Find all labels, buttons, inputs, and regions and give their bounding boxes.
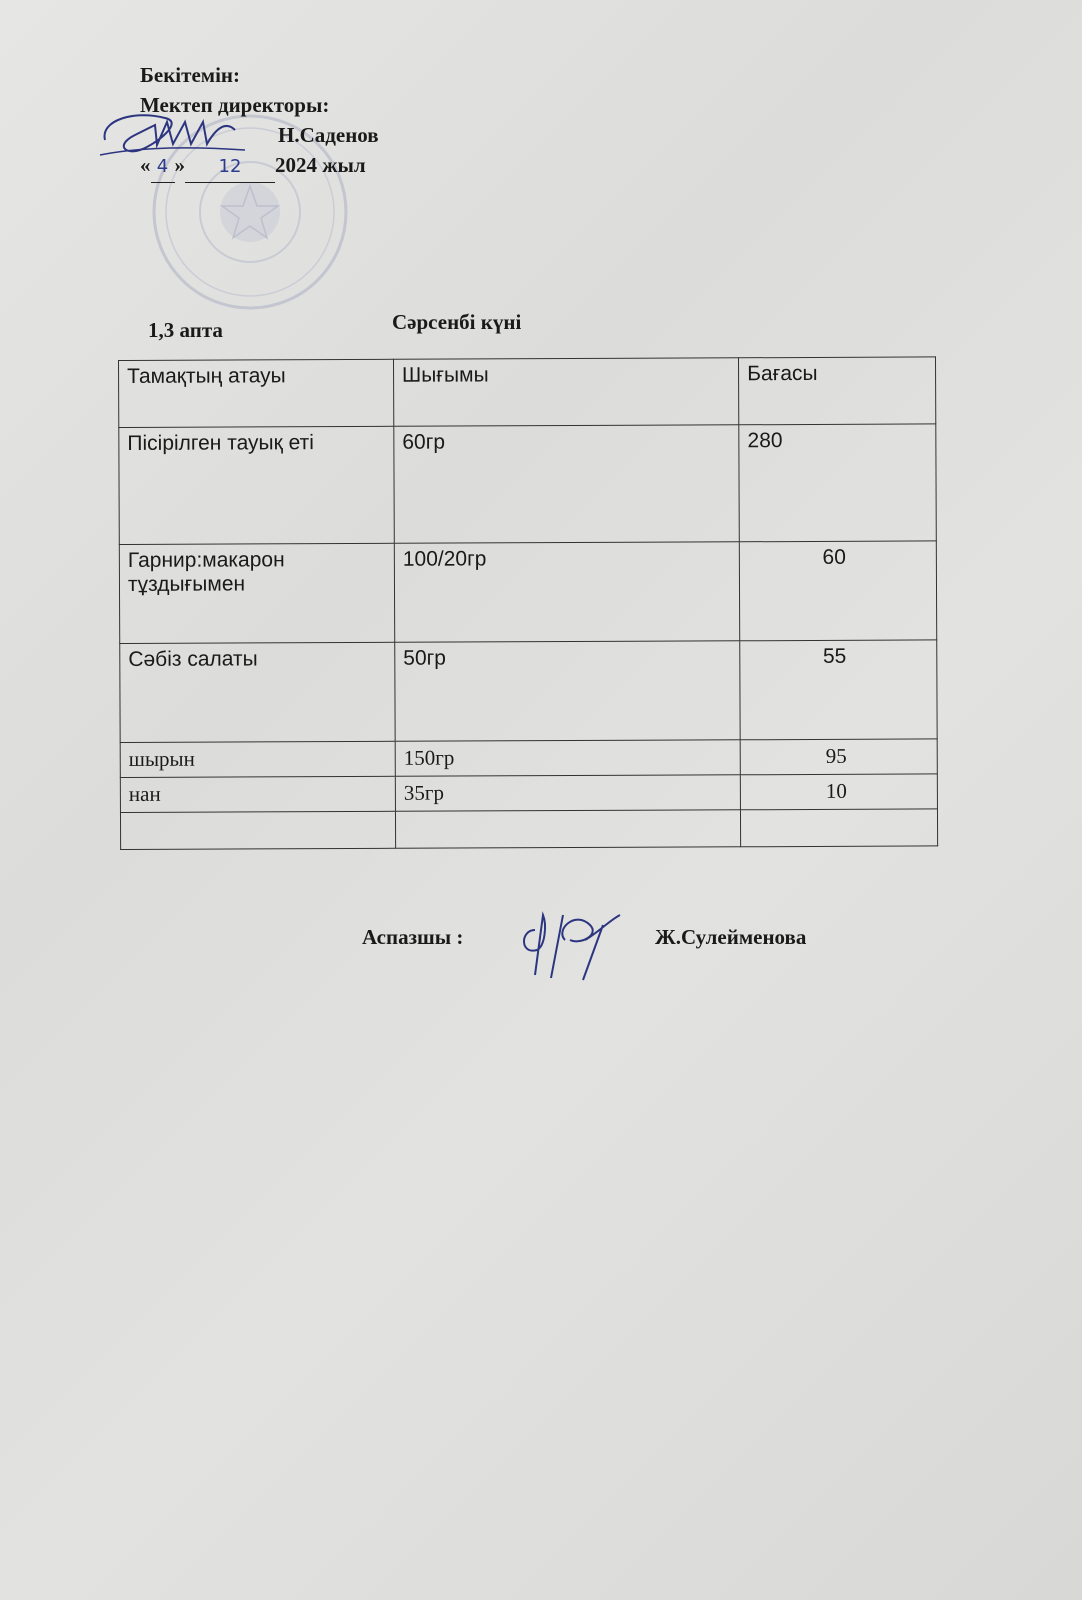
- dish-name-cell: шырын: [120, 741, 395, 777]
- date-year: 2024 жыл: [275, 153, 366, 177]
- day-label: Сәрсенбі күні: [392, 310, 522, 334]
- table-row: [120, 774, 937, 813]
- date-day: 4: [151, 152, 175, 183]
- header-dish-name: Тамақтың атауы: [119, 359, 394, 427]
- approval-date: [140, 150, 379, 183]
- week-label: 1,3 апта: [148, 318, 223, 342]
- yield-cell: 150гр: [395, 740, 740, 777]
- empty-cell: [395, 810, 740, 849]
- table-row: [120, 739, 937, 778]
- yield-cell: 35гр: [395, 775, 740, 812]
- director-name: Н.Саденов: [278, 123, 379, 147]
- dish-name-cell: Пісірілген тауық еті: [119, 426, 394, 544]
- dish-name-cell: Гарнир:макарон тұздығымен: [119, 543, 394, 643]
- price-cell: 55: [740, 640, 937, 740]
- empty-cell: [741, 809, 938, 847]
- yield-cell: 100/20гр: [394, 542, 740, 643]
- approval-block: [140, 60, 379, 183]
- header-price: Бағасы: [739, 357, 936, 425]
- date-month: 12: [185, 152, 275, 183]
- director-title: Мектеп директоры:: [140, 93, 330, 117]
- empty-cell: [120, 811, 395, 849]
- yield-cell: 60гр: [394, 425, 740, 544]
- cook-signature: [515, 900, 640, 985]
- yield-cell: 50гр: [395, 641, 741, 742]
- price-cell: 10: [740, 774, 937, 810]
- cook-name: Ж.Сулейменова: [655, 925, 807, 949]
- table-row-empty: [120, 809, 937, 850]
- table-row: [119, 424, 937, 545]
- date-open-quote: «: [140, 153, 151, 177]
- approval-label: Бекітемін:: [140, 63, 241, 87]
- table-header-row: [119, 357, 936, 428]
- date-close-quote: »: [174, 153, 185, 177]
- price-cell: 280: [739, 424, 936, 542]
- table-row: [119, 541, 936, 644]
- price-cell: 95: [740, 739, 937, 775]
- cook-label: Аспазшы :: [362, 925, 464, 949]
- table-row: [120, 640, 937, 743]
- header-yield: Шығымы: [393, 358, 738, 427]
- dish-name-cell: нан: [120, 776, 395, 812]
- price-cell: 60: [739, 541, 936, 641]
- menu-table: [118, 356, 938, 850]
- dish-name-cell: Сәбіз салаты: [120, 642, 395, 742]
